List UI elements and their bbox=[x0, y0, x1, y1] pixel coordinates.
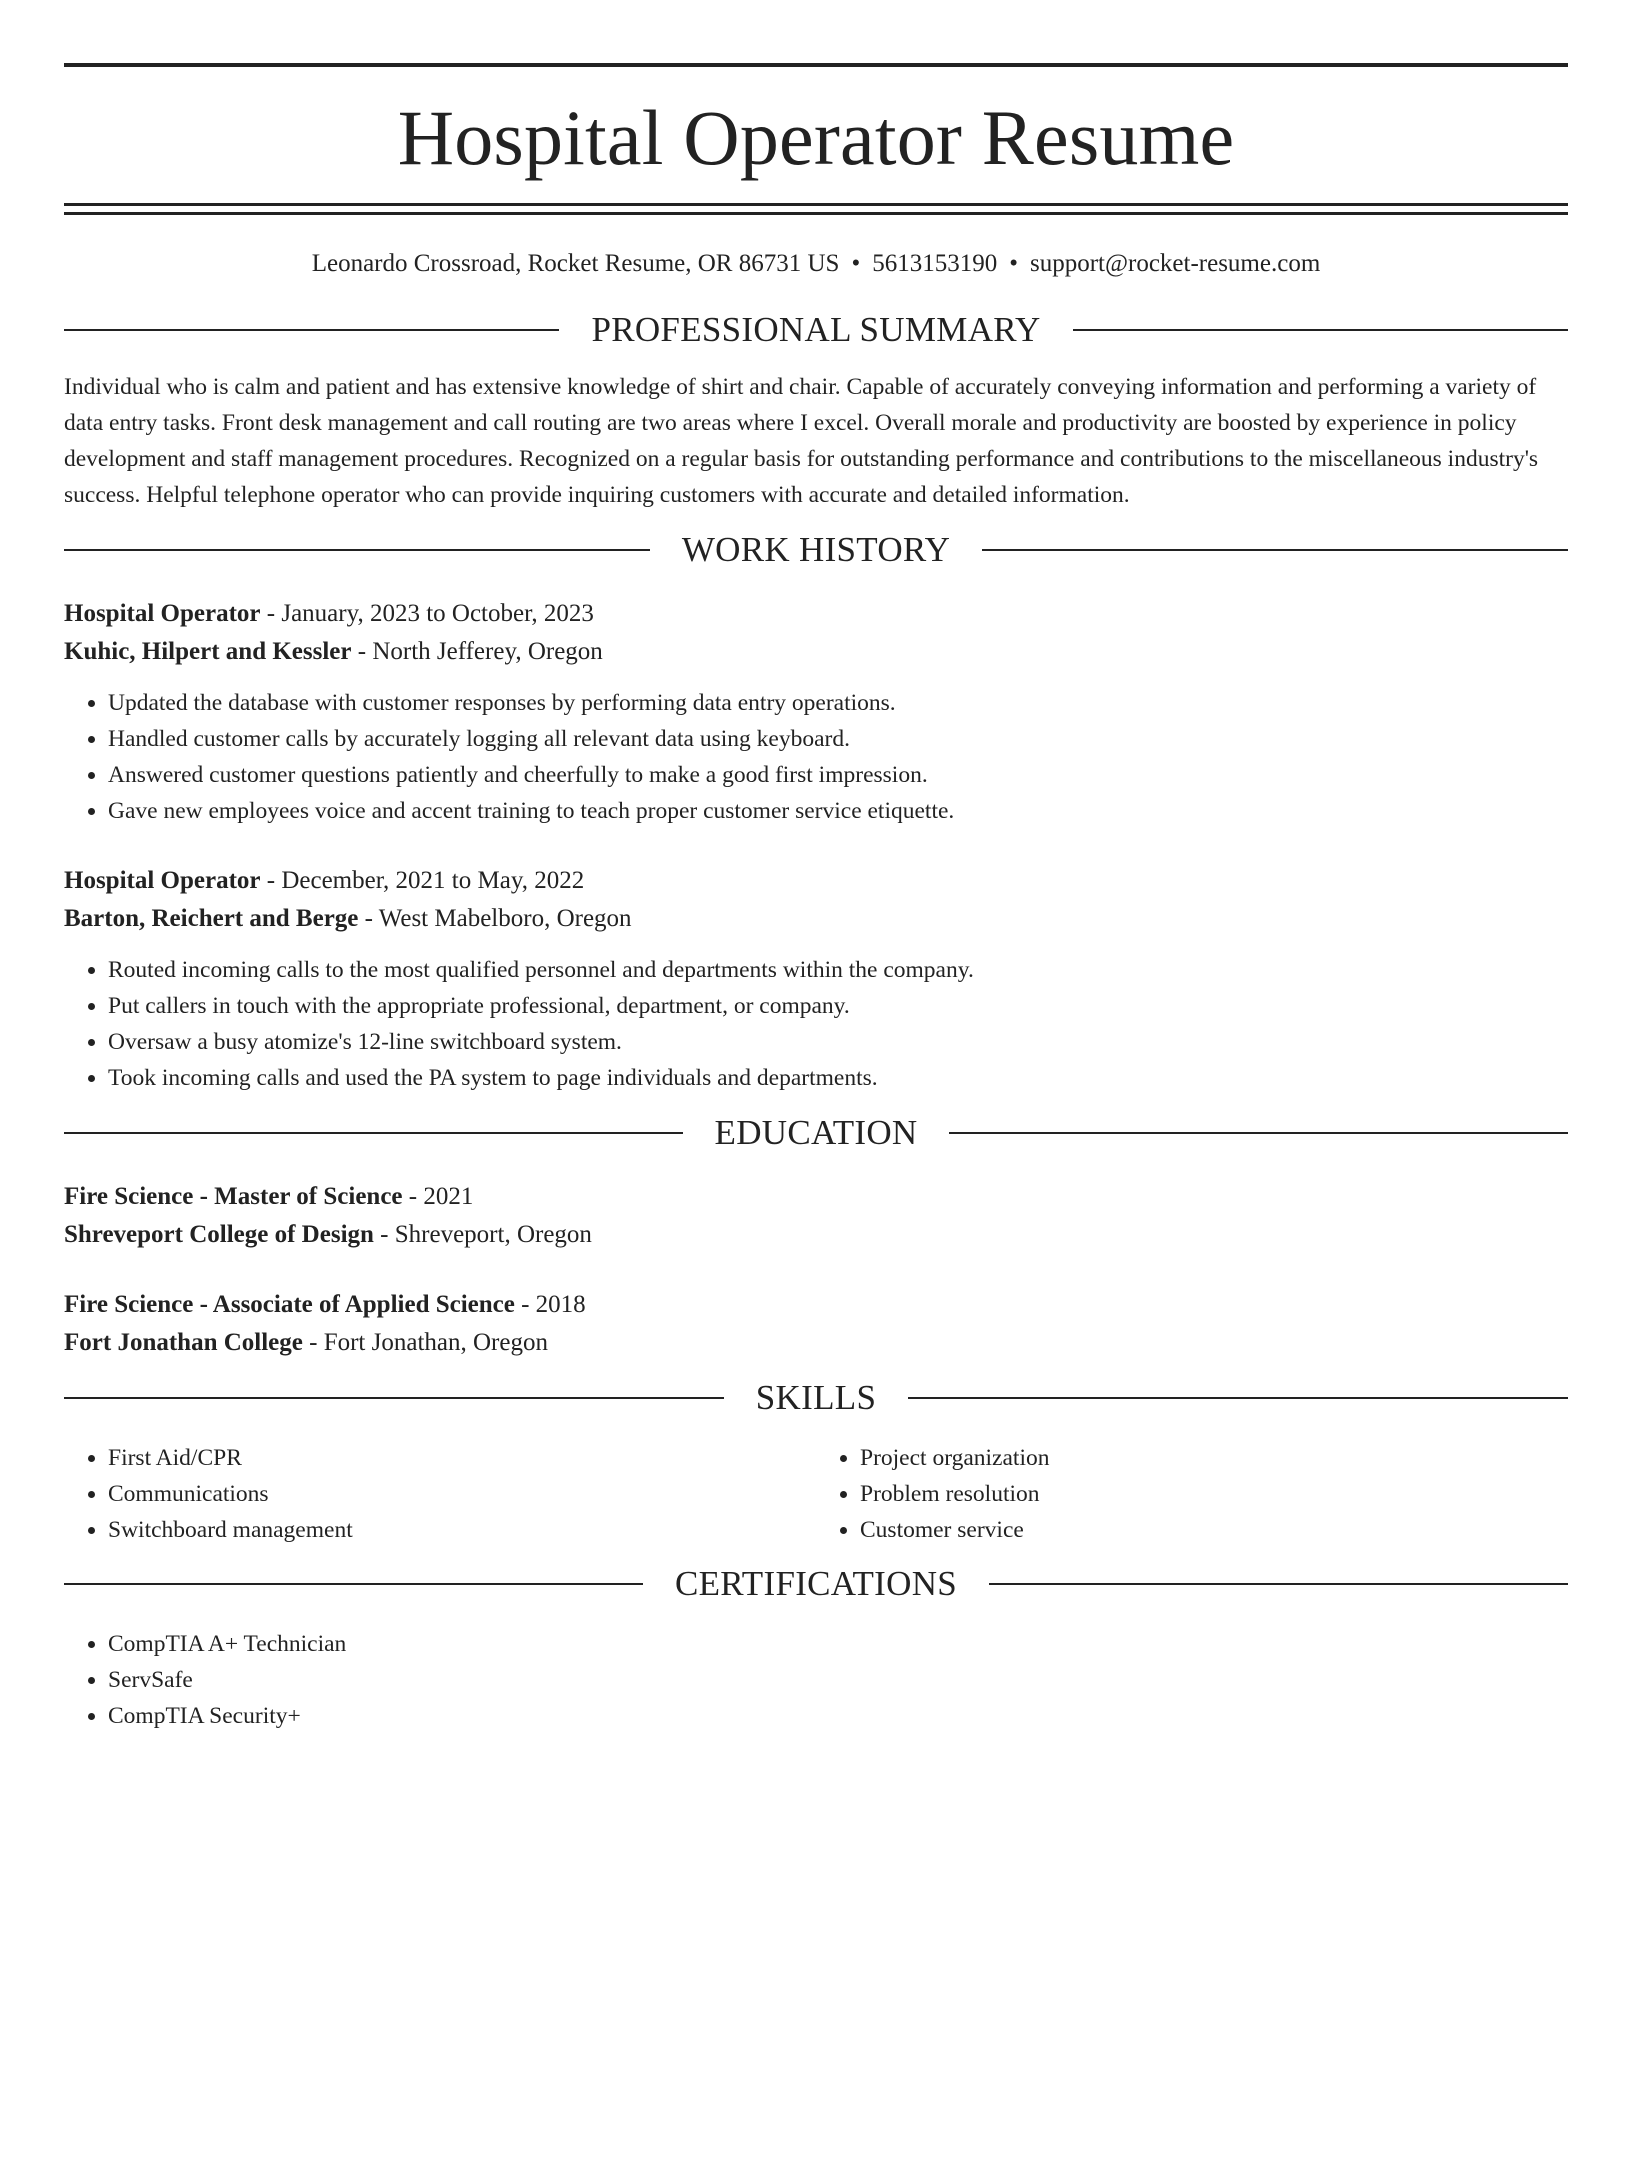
contact-phone: 5613153190 bbox=[872, 250, 998, 277]
list-item: • Problem resolution bbox=[860, 1476, 1568, 1512]
job-location: - West Mabelboro, Oregon bbox=[358, 905, 632, 932]
job-company: Barton, Reichert and Berge bbox=[64, 905, 359, 932]
section-heading-summary bbox=[64, 310, 1568, 350]
heading-rule-left bbox=[64, 329, 559, 331]
contact-line bbox=[64, 249, 1568, 279]
list-item: • Switchboard management bbox=[108, 1512, 816, 1548]
section-title: SKILLS bbox=[755, 1378, 877, 1417]
degree-name: Fire Science - Associate of Applied Science bbox=[64, 1291, 515, 1318]
job-role: Hospital Operator bbox=[64, 867, 261, 894]
contact-email: support@rocket-resume.com bbox=[1029, 250, 1321, 277]
section-title: WORK HISTORY bbox=[681, 530, 951, 569]
section-heading-education bbox=[64, 1113, 1568, 1153]
list-item: • CompTIA A+ Technician bbox=[108, 1626, 1568, 1662]
work-entry bbox=[64, 862, 1568, 1096]
heading-rule-left bbox=[64, 1397, 724, 1399]
section-title: CERTIFICATIONS bbox=[674, 1564, 958, 1603]
heading-rule-right bbox=[1073, 329, 1568, 331]
degree-line bbox=[64, 1178, 1568, 1216]
summary-paragraph: Individual who is calm and patient and has extensive knowledge of shirt and chair. Capable of accurately conveying information and performing a variety of data entry tasks. Front desk management and call routing are two areas where I excel. Overall morale and productivity are boosted by experience in policy development and staff management procedures. Recognized on a regular basis for outstanding performance and contributions to the miscellaneous industry's success. Helpful telephone operator who can provide inquiring customers with accurate and detailed information. bbox=[64, 374, 1539, 508]
list-item: • Put callers in touch with the appropriate professional, department, or company. bbox=[108, 988, 1568, 1024]
job-company: Kuhic, Hilpert and Kessler bbox=[64, 638, 352, 665]
heading-rule-left bbox=[64, 549, 650, 551]
school-name: Fort Jonathan College bbox=[64, 1329, 303, 1356]
list-item: • Gave new employees voice and accent training to teach proper customer service etiquette. bbox=[108, 793, 1568, 829]
education-entry bbox=[64, 1178, 1568, 1254]
job-dates: - December, 2021 to May, 2022 bbox=[260, 867, 585, 894]
section-title: EDUCATION bbox=[714, 1113, 918, 1152]
skills-grid bbox=[64, 1440, 1568, 1548]
list-item: • Updated the database with customer responses by performing data entry operations. bbox=[108, 685, 1568, 721]
school-line bbox=[64, 1324, 1568, 1362]
school-location: - Fort Jonathan, Oregon bbox=[302, 1329, 548, 1356]
section-heading-certifications bbox=[64, 1564, 1568, 1604]
skills-list-right bbox=[816, 1440, 1568, 1548]
job-company-line bbox=[64, 633, 1568, 671]
school-line bbox=[64, 1216, 1568, 1254]
list-item: • Oversaw a busy atomize's 12-line switchboard system. bbox=[108, 1024, 1568, 1060]
job-company-line bbox=[64, 900, 1568, 938]
heading-rule-right bbox=[908, 1397, 1568, 1399]
heading-rule-right bbox=[982, 549, 1568, 551]
list-item: • Project organization bbox=[860, 1440, 1568, 1476]
contact-separator: • bbox=[1009, 250, 1018, 277]
certifications-list bbox=[64, 1626, 1568, 1734]
degree-name: Fire Science - Master of Science bbox=[64, 1183, 403, 1210]
job-location: - North Jefferey, Oregon bbox=[351, 638, 603, 665]
job-role: Hospital Operator bbox=[64, 600, 261, 627]
school-location: - Shreveport, Oregon bbox=[373, 1221, 592, 1248]
job-duties-list bbox=[64, 685, 1568, 829]
education-entry bbox=[64, 1286, 1568, 1362]
work-entry bbox=[64, 595, 1568, 829]
resume-title: Hospital Operator Resume bbox=[397, 94, 1235, 181]
section-title: PROFESSIONAL SUMMARY bbox=[591, 310, 1041, 349]
list-item: • Answered customer questions patiently and cheerfully to make a good first impression. bbox=[108, 757, 1568, 793]
contact-separator: • bbox=[851, 250, 861, 277]
degree-year: - 2021 bbox=[402, 1183, 474, 1210]
resume-page bbox=[0, 63, 1632, 2175]
list-item: • Communications bbox=[108, 1476, 816, 1512]
list-item: • Handled customer calls by accurately logging all relevant data using keyboard. bbox=[108, 721, 1568, 757]
school-name: Shreveport College of Design bbox=[64, 1221, 374, 1248]
job-duties-list bbox=[64, 952, 1568, 1096]
title-double-rule bbox=[64, 203, 1568, 215]
section-heading-work bbox=[64, 530, 1568, 570]
list-item: • ServSafe bbox=[108, 1662, 1568, 1698]
job-dates: - January, 2023 to October, 2023 bbox=[260, 600, 594, 627]
contact-address: Leonardo Crossroad, Rocket Resume, OR 86731 US bbox=[311, 250, 840, 277]
list-item: • Customer service bbox=[860, 1512, 1568, 1548]
list-item: • Routed incoming calls to the most qualified personnel and departments within the company. bbox=[108, 952, 1568, 988]
list-item: • CompTIA Security+ bbox=[108, 1698, 1568, 1734]
job-title-line bbox=[64, 862, 1568, 900]
degree-line bbox=[64, 1286, 1568, 1324]
degree-year: - 2018 bbox=[514, 1291, 586, 1318]
heading-rule-left bbox=[64, 1132, 683, 1134]
heading-rule-right bbox=[949, 1132, 1568, 1134]
heading-rule-right bbox=[989, 1583, 1568, 1585]
job-title-line bbox=[64, 595, 1568, 633]
list-item: • First Aid/CPR bbox=[108, 1440, 816, 1476]
list-item: • Took incoming calls and used the PA system to page individuals and departments. bbox=[108, 1060, 1568, 1096]
skills-list-left bbox=[64, 1440, 816, 1548]
section-heading-skills bbox=[64, 1378, 1568, 1418]
heading-rule-left bbox=[64, 1583, 643, 1585]
